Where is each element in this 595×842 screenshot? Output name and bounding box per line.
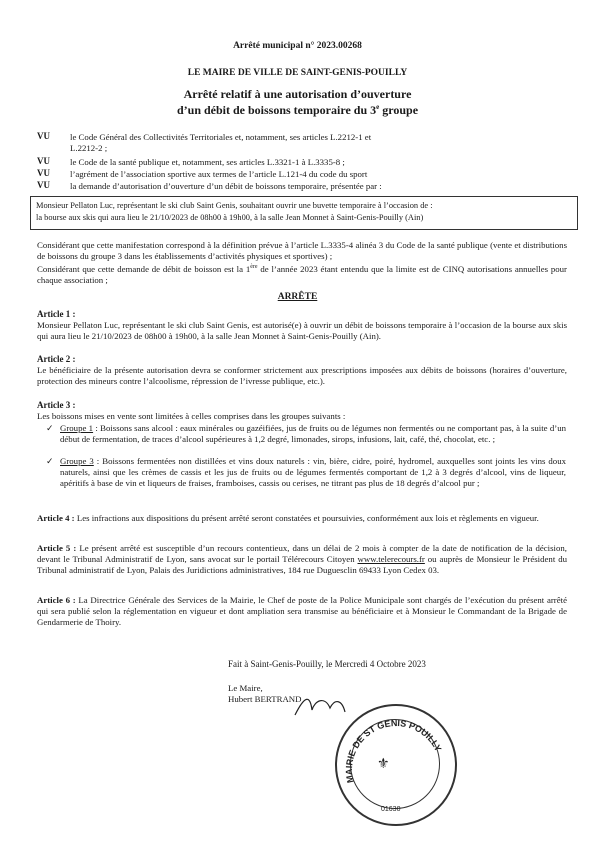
svg-text:MAIRIE DE ST GENIS POUILLY: MAIRIE DE ST GENIS POUILLY <box>343 717 444 784</box>
group-3-item: Groupe 3 : Boissons fermentées non distillées et vins doux naturels : vin, bière, cidre, poiré, hydromel, auxquelles sont joints les vins doux naturels, ainsi que les crèmes de cassis et les jus de fruits ou de légumes fermentés comportant de 1,2 à 3 degrés d’alcool, vins de liqueur, apéritifs à base de vin et liqueurs de fraises, framboises, cassis ou cerises, ne titrant pas plus de 18 degrés d’alcool pur ; <box>60 456 566 488</box>
article-4: Article 4 : Les infractions aux dispositions du présent arrêté seront constatées et poursuivies, conformément aux lois et règlements en vigueur. <box>37 513 539 523</box>
authority-heading: LE MAIRE DE VILLE DE SAINT-GENIS-POUILLY <box>187 68 408 78</box>
request-box <box>30 196 578 230</box>
article-5: Article 5 : Le présent arrêté est susceptible d’un recours contentieux, dans un délai de 2 mois à compter de la date de notification de la décision, devant le Tribunal Administratif de Lyon, sans avocat sur le portail Télérecours Citoyen www.telerecours.fr ou auprès de Monsieur le Président du Tribunal administratif de Lyon, Palais des Juridictions administratives, 184 rue Duguesclin 69433 Lyon Cedex 03. <box>37 543 567 575</box>
arrete-heading: ARRÊTE <box>277 292 318 302</box>
decree-title-line2: d’un débit de boissons temporaire du 3e groupe <box>176 103 419 117</box>
visa-text: le Code de la santé publique et, notamment, ses articles L.3321-1 à L.3335-8 ; <box>70 157 345 167</box>
article-3-title: Article 3 : <box>37 400 76 410</box>
visa-label: VU <box>37 131 50 141</box>
visa-text: L.2212-2 ; <box>70 143 108 153</box>
visa-label: VU <box>37 168 50 178</box>
checkmark-icon: ✓ <box>46 423 54 433</box>
decree-reference: Arrêté municipal n° 2023.00268 <box>233 41 362 51</box>
telerecours-link[interactable]: www.telerecours.fr <box>357 554 425 564</box>
decree-title-line1: Arrêté relatif à une autorisation d’ouverture <box>183 87 412 101</box>
request-line1: Monsieur Pellaton Luc, représentant le ski club Saint Genis, souhaitant ouvrir une buvette temporaire à l’occasion de : <box>36 201 433 210</box>
article-1-text: Monsieur Pellaton Luc, représentant le ski club Saint Genis, est autorisé(e) à ouvrir un débit de boissons temporaire à l’occasion de la bourse aux skis qui aura lieu le 21/10/2023 de 08h00 à 19h00, à la salle Jean Monnet à Saint-Genis-Pouilly (Ain). <box>37 320 567 341</box>
visa-label: VU <box>37 180 50 190</box>
visa-text: le Code Général des Collectivités Territoriales et, notamment, ses articles L.2212-1 et <box>70 132 372 142</box>
article-2-title: Article 2 : <box>37 354 76 364</box>
considerant-2: Considérant que cette demande de débit de boisson est la 1ère de l’année 2023 étant entendu que la limite est de CINQ autorisations annuelles pour chaque association ; <box>37 263 567 285</box>
article-2-text: Le bénéficiaire de la présente autorisation devra se conformer strictement aux prescriptions imposées aux débits de boissons (horaires d’ouverture, protection des mineurs contre l’alcoolisme, répression de l’ivresse publique, etc.). <box>37 365 567 386</box>
request-line2: la bourse aux skis qui aura lieu le 21/10/2023 de 08h00 à 19h00, à la salle Jean Monnet à Saint-Genis-Pouilly (Ain) <box>36 213 424 222</box>
stamp-code: 01630 <box>381 806 401 813</box>
place-date: Fait à Saint-Genis-Pouilly, le Mercredi 4 Octobre 2023 <box>228 659 426 669</box>
stamp-emblem-icon: ⚜ <box>377 757 390 772</box>
signatory-role: Le Maire, <box>228 683 263 693</box>
checkmark-icon: ✓ <box>46 456 54 466</box>
considerant-1: Considérant que cette manifestation correspond à la définition prévue à l’article L.3335-4 alinéa 3 du Code de la santé publique (vente et distributions de boissons du groupe 3 dans les établissements d’activités physiques et sportives) ; <box>37 240 567 261</box>
article-6: Article 6 : La Directrice Générale des Services de la Mairie, le Chef de poste de la Police Municipale sont chargés de l’exécution du présent arrêté qui sera publié selon la réglementation en vigueur et dont ampliation sera transmise au bénéficiaire et à Monsieur le Commandant de la Brigade de Gendarmerie de Thoiry. <box>37 595 567 627</box>
article-3-text: Les boissons mises en vente sont limitées à celles comprises dans les groupes suivants : <box>37 411 346 421</box>
visa-label: VU <box>37 156 50 166</box>
official-stamp <box>335 704 457 826</box>
visa-text: la demande d’autorisation d’ouverture d’un débit de boissons temporaire, présentée par : <box>70 181 382 191</box>
visa-text: l’agrément de l’association sportive aux termes de l’article L.121-4 du code du sport <box>70 169 368 179</box>
article-1-title: Article 1 : <box>37 309 76 319</box>
signatory-name: Hubert BERTRAND <box>228 694 302 704</box>
group-1-item: Groupe 1 : Boissons sans alcool : eaux minérales ou gazéifiées, jus de fruits ou de légumes non fermentés ou ne comportant pas, à la suite d’un début de fermentation, de traces d’alcool supérieures à 1,2 degré, limonades, sirops, infusions, lait, café, thé, chocolat, etc. ; <box>60 423 566 444</box>
